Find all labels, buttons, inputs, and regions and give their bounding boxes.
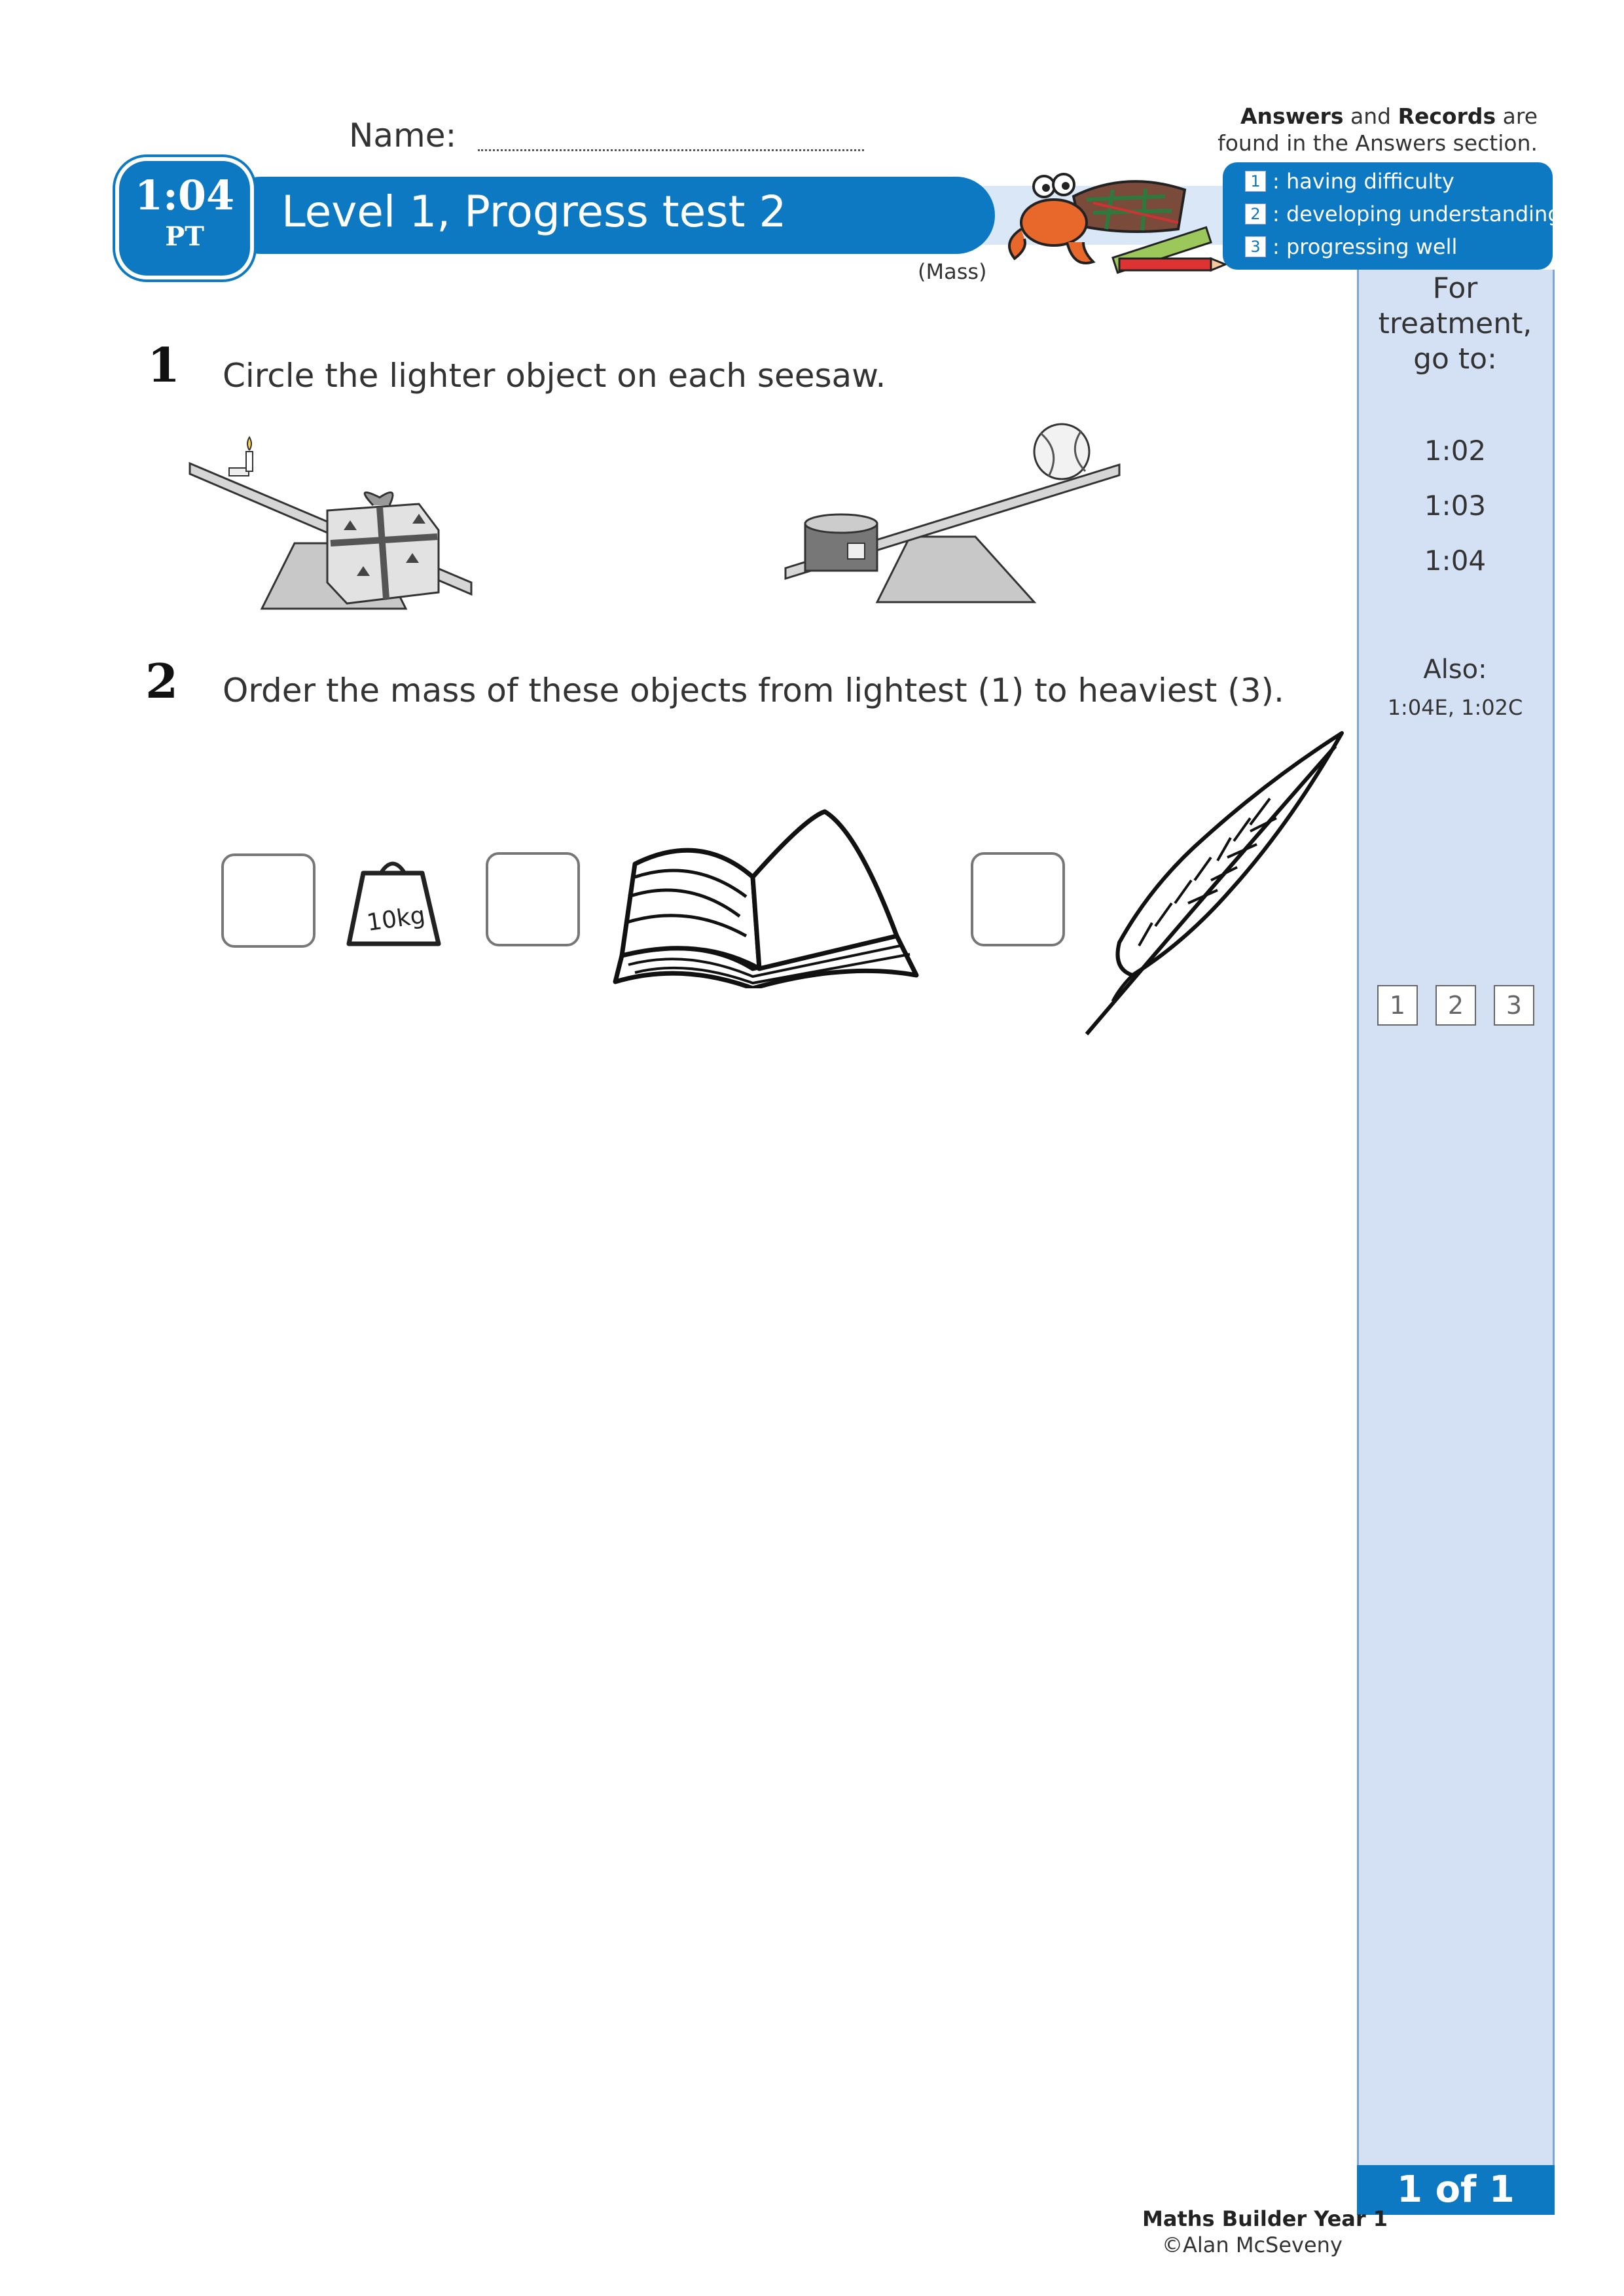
question-text: Circle the lighter object on each seesaw.: [223, 357, 886, 395]
answers-and: and: [1343, 103, 1398, 129]
answers-word: Answers: [1240, 103, 1344, 129]
records-word: Records: [1398, 103, 1496, 129]
footer-copyright: ©Alan McSeveny: [1162, 2233, 1343, 2257]
ball-icon: [1034, 424, 1089, 479]
footer-book-title: Maths Builder Year 1: [1142, 2206, 1388, 2231]
answers-note: [1218, 103, 1538, 156]
crab-mascot-icon: [995, 151, 1231, 281]
answers-location: found in the Answers section.: [1218, 130, 1538, 156]
page-title: Level 1, Progress test 2: [281, 187, 787, 237]
gift-icon: [327, 492, 439, 603]
legend-num: 2: [1245, 204, 1266, 224]
seesaw-cake-ball[interactable]: [779, 419, 1132, 609]
answer-box-weight[interactable]: [221, 853, 316, 948]
code-number: 1:04: [134, 171, 235, 219]
answer-box-book[interactable]: [486, 852, 580, 946]
score-box-1[interactable]: 1: [1377, 985, 1418, 1026]
legend-row-2: [1245, 202, 1561, 226]
legend-label: : progressing well: [1272, 234, 1458, 259]
answer-box-feather[interactable]: [971, 852, 1065, 946]
page-count: 1 of 1: [1357, 2165, 1555, 2215]
question-text: Order the mass of these objects from lightest (1) to heaviest (3).: [223, 672, 1284, 709]
code-sub: PT: [165, 221, 204, 252]
answers-are: are: [1496, 103, 1538, 129]
feather-icon: [1074, 726, 1348, 1041]
legend-row-3: [1245, 234, 1457, 259]
legend-label: : developing understanding: [1272, 202, 1561, 226]
topic-label: (Mass): [918, 259, 987, 284]
legend-num: 3: [1245, 236, 1266, 257]
treatment-item: 1:03: [1424, 490, 1487, 522]
legend-box: [1223, 162, 1561, 270]
weight-label: 10kg: [365, 901, 427, 937]
score-box-3[interactable]: 3: [1494, 985, 1534, 1026]
question-number: 1: [147, 337, 181, 393]
book-icon: [609, 805, 923, 988]
score-box-2[interactable]: 2: [1435, 985, 1476, 1026]
seesaw-candle-present[interactable]: [183, 432, 497, 622]
treatment-line-1: For treatment,: [1378, 272, 1532, 340]
also-label: Also:: [1423, 655, 1487, 685]
name-field-line[interactable]: [478, 149, 864, 151]
legend-label: : having difficulty: [1272, 169, 1454, 194]
weight-icon: [344, 852, 442, 952]
treatment-heading: [1357, 271, 1553, 377]
question-number: 2: [145, 653, 179, 709]
legend-num: 1: [1245, 171, 1266, 192]
treatment-line-2: go to:: [1413, 342, 1497, 376]
cake-icon: [805, 514, 877, 571]
treatment-item: 1:04: [1424, 545, 1487, 577]
legend-row-1: [1245, 169, 1454, 194]
also-value: 1:04E, 1:02C: [1387, 695, 1523, 720]
name-label: Name:: [349, 117, 457, 154]
treatment-item: 1:02: [1424, 435, 1487, 467]
